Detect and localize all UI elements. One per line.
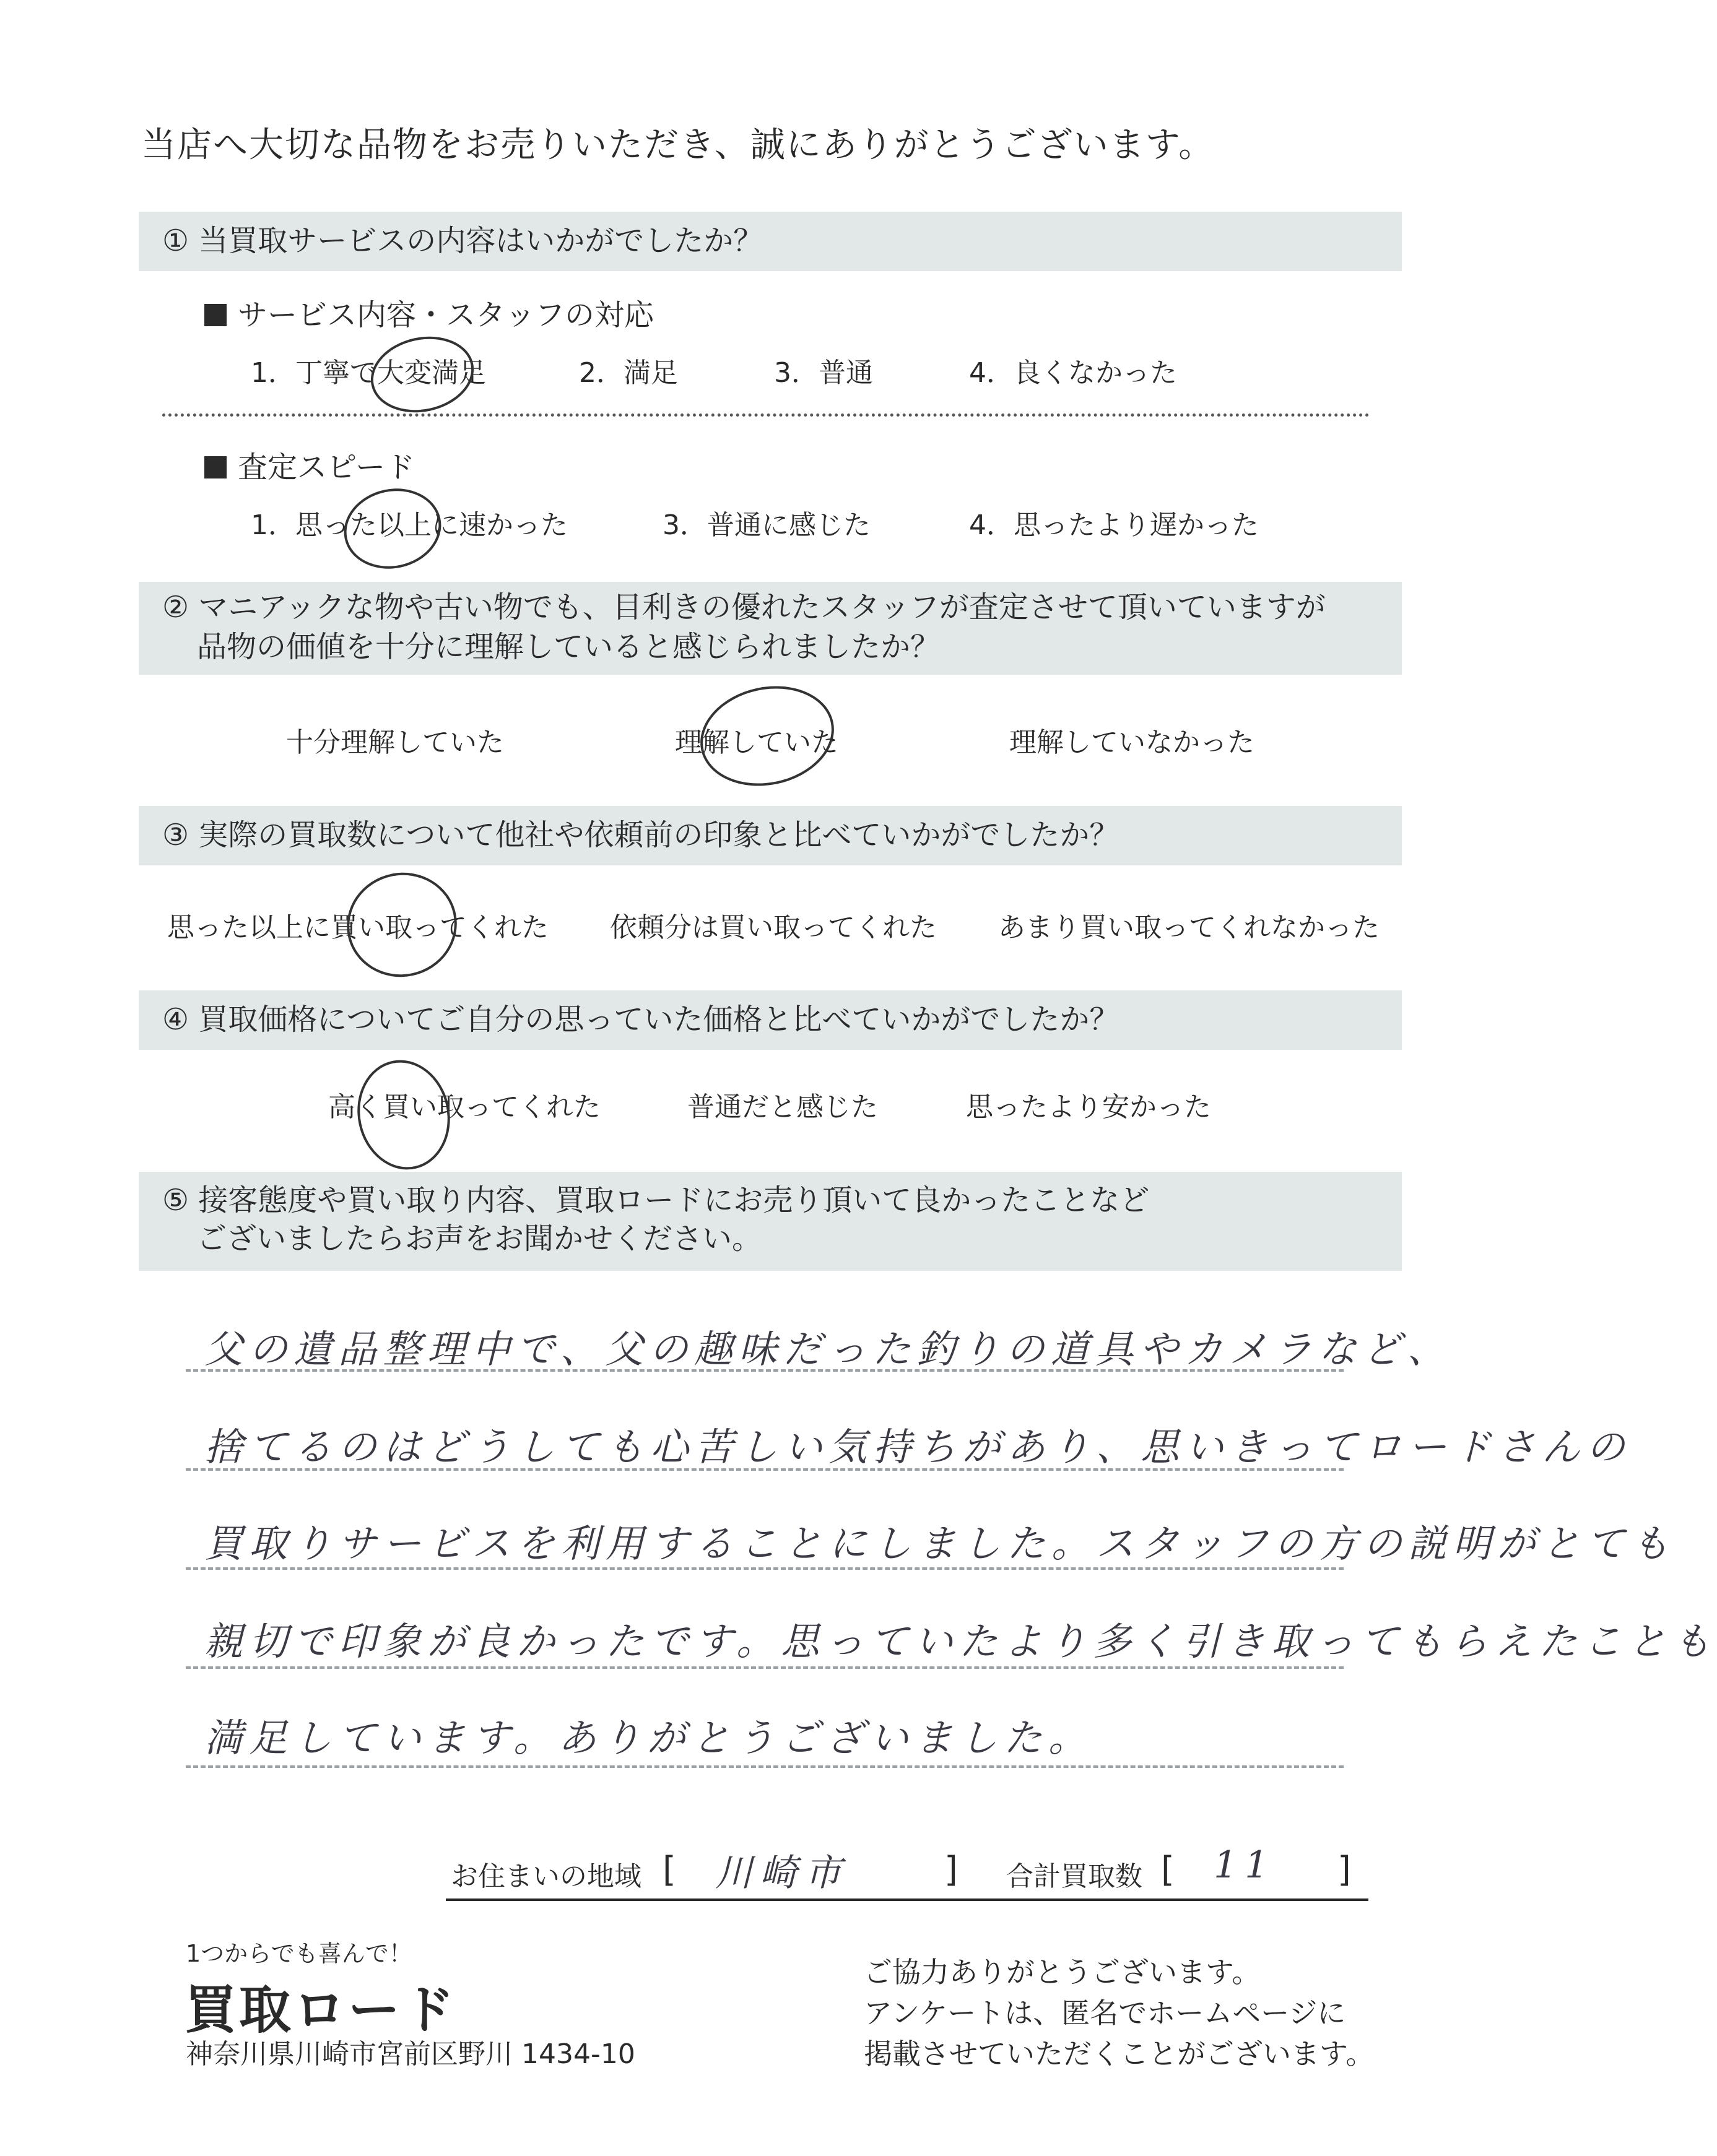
total-bracket-close: ] [1337, 1850, 1351, 1890]
q1-speed-heading: 査定スピード [204, 443, 415, 486]
footer-tagline: 1つからでも喜んで！ [186, 1940, 412, 1967]
footer-note-line1: アンケートは、匿名でホームページに [864, 1996, 1346, 2030]
total-bracket-open: [ [1161, 1850, 1175, 1890]
footer-note-line2: 掲載させていただくことがございます。 [864, 2037, 1375, 2071]
q4-option-2[interactable]: 普通だと感じた [687, 1091, 878, 1123]
q2-title-line1: ② マニアックな物や古い物でも、目利きの優れたスタッフが査定させて頂いていますが [162, 590, 1326, 625]
q1-title: ① 当買取サービスの内容はいかがでしたか？ [162, 223, 763, 258]
region-label: お住まいの地域 [451, 1861, 641, 1892]
total-count-label: 合計買取数 [1006, 1861, 1142, 1892]
q2-option-1[interactable]: 十分理解していた [286, 727, 504, 758]
footer-thanks: ご協力ありがとうございます。 [864, 1955, 1261, 1989]
respondent-underline [446, 1898, 1368, 1901]
q1-service-option-2[interactable]: 2．満足 [579, 357, 678, 389]
selection-circle-mark [347, 1052, 460, 1179]
comment-ruled-line [186, 1468, 1344, 1471]
intro-text: 当店へ大切な品物をお売りいただき、誠にありがとうございます。 [141, 125, 1215, 165]
q3-title: ③ 実際の買取数について他社や依頼前の印象と比べていかがでしたか？ [162, 818, 1119, 852]
q4-option-3[interactable]: 思ったより安かった [966, 1091, 1211, 1123]
comment-line-3: 買取りサービスを利用することにしました。スタッフの方の説明がとても [204, 1521, 1676, 1566]
q1-speed-option-4[interactable]: 4．思ったより遅かった [969, 509, 1259, 541]
square-bullet-icon [204, 304, 227, 326]
q3-option-2[interactable]: 依頼分は買い取ってくれた [610, 912, 937, 943]
comment-line-1: 父の遺品整理中で、父の趣味だった釣りの道具やカメラなど、 [204, 1327, 1452, 1372]
region-bracket-open: [ [663, 1850, 676, 1890]
selection-circle-mark [337, 862, 466, 987]
comment-line-2: 捨てるのはどうしても心苦しい気持ちがあり、思いきってロードさんの [204, 1424, 1632, 1470]
total-count-value[interactable]: 11 [1214, 1843, 1276, 1887]
region-value[interactable]: 川崎市 [715, 1851, 849, 1895]
square-bullet-icon [204, 456, 227, 478]
region-bracket-close: ] [944, 1850, 958, 1890]
q2-option-2[interactable]: 理解していた [675, 727, 838, 758]
q1-service-heading: サービス内容・スタッフの対応 [204, 291, 654, 334]
q2-title-line2: 品物の価値を十分に理解していると感じられましたか？ [197, 630, 941, 664]
brand-logo: 買取ロード [185, 1980, 458, 2040]
comment-line-5: 満足しています。ありがとうございました。 [204, 1715, 1093, 1760]
q4-title: ④ 買取価格についてご自分の思っていた価格と比べていかがでしたか？ [162, 1002, 1119, 1037]
comment-line-4: 親切で印象が良かったです。思っていたより多く引き取ってもらえたことも [204, 1619, 1717, 1664]
comment-ruled-line [186, 1567, 1344, 1570]
comment-ruled-line [186, 1369, 1344, 1372]
comment-ruled-line [186, 1765, 1344, 1768]
q4-option-1[interactable]: 高く買い取ってくれた [328, 1091, 601, 1123]
selection-circle-mark [363, 327, 480, 422]
q5-title-line2: ございましたらお声をお聞かせください。 [197, 1221, 762, 1256]
selection-circle-mark [336, 480, 448, 578]
q3-option-3[interactable]: あまり買い取ってくれなかった [998, 912, 1380, 943]
q1-service-option-4[interactable]: 4．良くなかった [969, 357, 1177, 389]
dotted-divider [162, 413, 1370, 417]
q1-service-option-3[interactable]: 3．普通 [774, 357, 873, 389]
footer-address: 神奈川県川崎市宮前区野川 1434-10 [186, 2038, 635, 2070]
q2-option-3[interactable]: 理解していなかった [1009, 727, 1254, 758]
q1-speed-option-3[interactable]: 3．普通に感じた [663, 509, 871, 541]
q3-option-1[interactable]: 思った以上に買い取ってくれた [167, 912, 549, 943]
q1-speed-option-1[interactable]: 1．思った以上に速かった [251, 509, 568, 541]
comment-ruled-line [186, 1666, 1344, 1669]
q1-service-option-1[interactable]: 1．丁寧で大変満足 [251, 357, 486, 389]
q5-title-line1: ⑤ 接客態度や買い取り内容、買取ロードにお売り頂いて良かったことなど [162, 1183, 1150, 1218]
selection-circle-mark [691, 674, 843, 798]
